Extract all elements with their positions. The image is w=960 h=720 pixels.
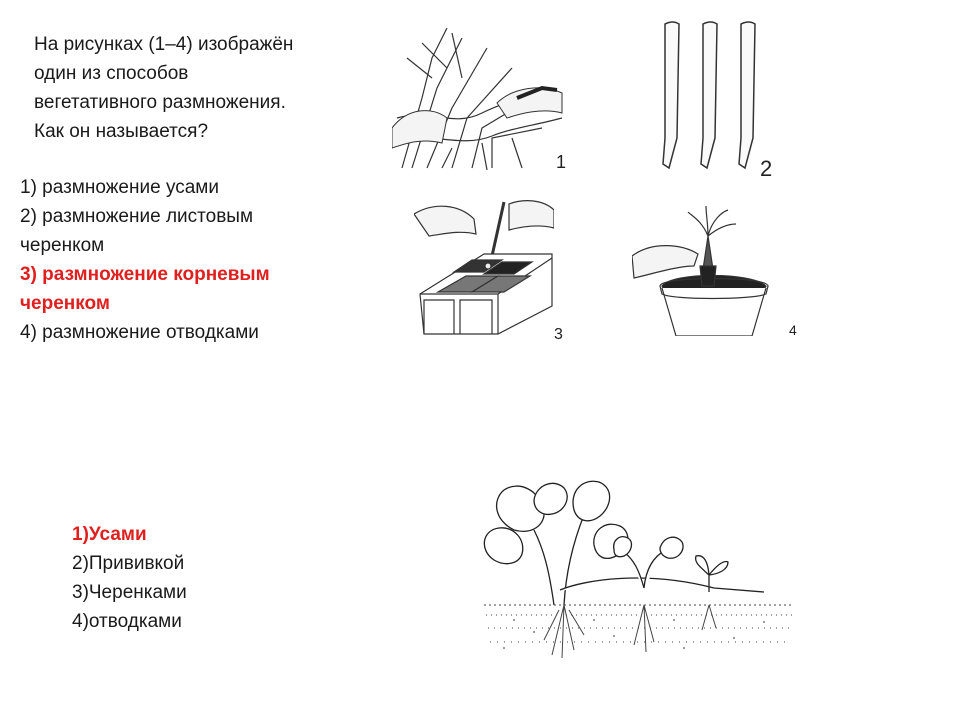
answer-1-correct: 1)Усами bbox=[72, 524, 147, 545]
question-line: вегетативного размножения. bbox=[34, 92, 286, 113]
options-list bbox=[20, 173, 360, 347]
option-1: 1) размножение усами bbox=[20, 177, 219, 198]
answer-2: 2)Прививкой bbox=[72, 553, 185, 574]
figure-1-number: 1 bbox=[556, 152, 567, 172]
option-3-correct: 3) размножение корневым bbox=[20, 264, 270, 285]
question-line: Как он называется? bbox=[34, 121, 209, 142]
figure-3-image bbox=[414, 194, 554, 342]
figure-1-image bbox=[392, 18, 570, 172]
question-text bbox=[34, 30, 354, 146]
second-question-options bbox=[72, 520, 187, 636]
figure-4-image bbox=[632, 206, 792, 336]
answer-4: 4)отводками bbox=[72, 611, 182, 632]
figure-2-image bbox=[655, 18, 765, 178]
answer-3: 3)Черенками bbox=[72, 582, 187, 603]
option-4: 4) размножение отводками bbox=[20, 322, 259, 343]
strawberry-runner-image bbox=[474, 470, 800, 660]
figure-3-number: 3 bbox=[554, 326, 563, 343]
question-line: один из способов bbox=[34, 63, 189, 84]
option-3-correct-cont: черенком bbox=[20, 293, 110, 314]
figure-2-number: 2 bbox=[760, 156, 773, 181]
figure-4-number: 4 bbox=[789, 322, 797, 338]
option-2: 2) размножение листовым bbox=[20, 206, 254, 227]
question-line: На рисунках (1–4) изображён bbox=[34, 34, 294, 55]
option-2-cont: черенком bbox=[20, 235, 105, 256]
